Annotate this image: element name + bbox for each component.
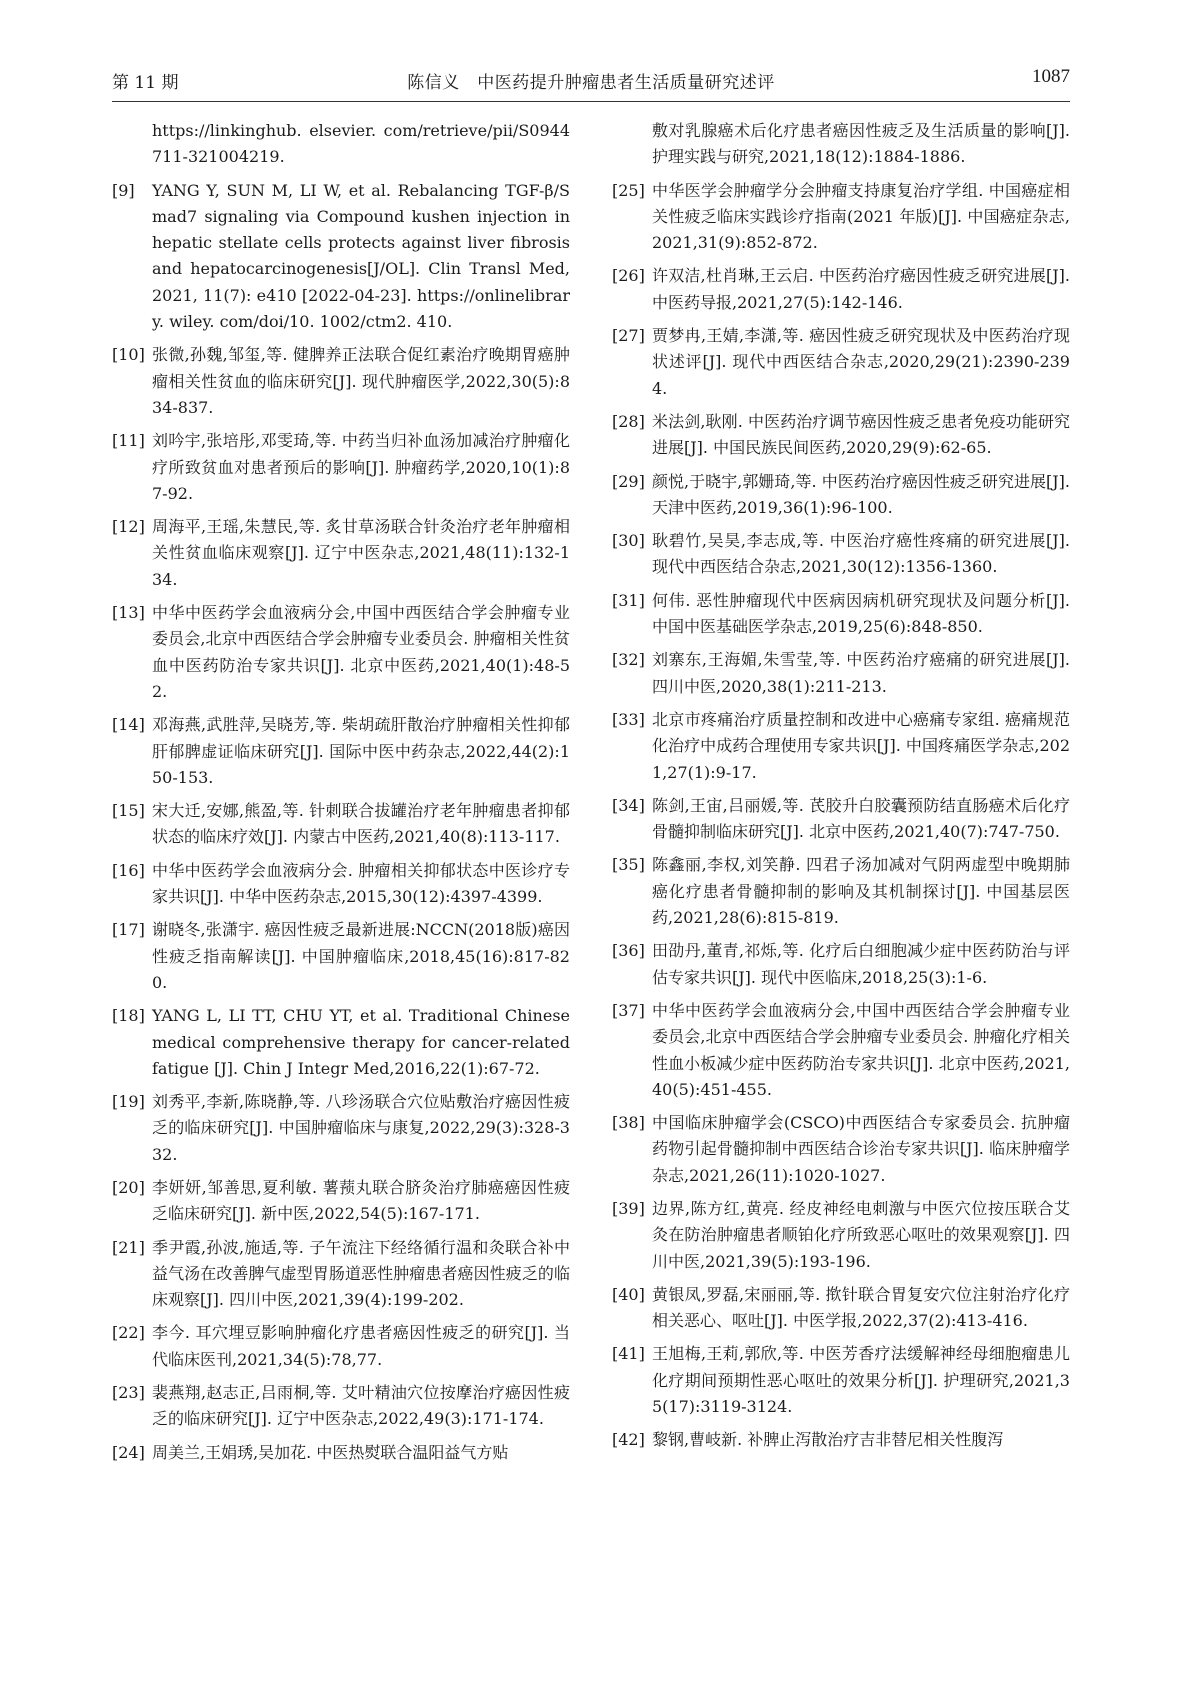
reference-text: 许双洁,杜肖琳,王云启. 中医药治疗癌因性疲乏研究进展[J]. 中医药导报,2021,27(5):142-146. [652,266,1070,312]
reference-number: [10] [112,345,145,365]
reference-text: 颜悦,于晓宇,郭姗琦,等. 中医药治疗癌因性疲乏研究进展[J]. 天津中医药,2019,36(1):96-100. [652,471,1070,517]
reference-text: 敷对乳腺癌术后化疗患者癌因性疲乏及生活质量的影响[J]. 护理实践与研究,2021,18(12):1884-1886. [652,121,1070,167]
reference-number: [27] [612,326,645,346]
reference-number: [35] [612,855,645,875]
reference-text: 耿碧竹,吴昊,李志成,等. 中医治疗癌性疼痛的研究进展[J]. 现代中西医结合杂志,2021,30(12):1356-1360. [652,531,1070,577]
reference-entry [112,1235,570,1314]
reference-text: 刘秀平,李新,陈晓静,等. 八珍汤联合穴位贴敷治疗癌因性疲乏的临床研究[J]. 中国肿瘤临床与康复,2022,29(3):328-332. [152,1092,570,1164]
reference-number: [21] [112,1237,145,1257]
reference-number: [12] [112,517,145,537]
reference-entry [612,263,1070,316]
page-number: 1087 [1032,66,1070,87]
reference-number: [25] [612,180,645,200]
reference-text: 米法剑,耿刚. 中医药治疗调节癌因性疲乏患者免疫功能研究进展[J]. 中国民族民间医药,2020,29(9):62-65. [652,411,1070,458]
reference-entry [612,998,1070,1103]
reference-text: 中华中医药学会血液病分会. 肿瘤相关抑郁状态中医诊疗专家共识[J]. 中华中医药杂志,2015,30(12):4397-4399. [152,860,570,907]
reference-text: 黎钢,曹岐新. 补脾止泻散治疗吉非替尼相关性腹泻 [652,1430,1004,1450]
reference-text: 陈剑,王宙,吕丽媛,等. 芪胶升白胶囊预防结直肠癌术后化疗骨髓抑制临床研究[J]. 北京中医药,2021,40(7):747-750. [652,795,1070,842]
reference-entry [112,917,570,996]
reference-text: YANG L, LI TT, CHU YT, et al. Traditional Chinese medical comprehensive therapy for cancer-related fatigue [J]. Chin J Integr Med,2016,22(1):67-72. [152,1006,570,1078]
reference-entry [612,1196,1070,1275]
reference-text: 贾梦冉,王婧,李潇,等. 癌因性疲乏研究现状及中医药治疗现状述评[J]. 现代中西医结合杂志,2020,29(21):2390-2394. [652,326,1070,398]
reference-column-left [112,118,570,1473]
reference-entry [612,118,1070,171]
reference-number: [11] [112,431,145,451]
reference-text: 邓海燕,武胜萍,吴晓芳,等. 柴胡疏肝散治疗肿瘤相关性抑郁肝郁脾虚证临床研究[J]. 国际中医中药杂志,2022,44(2):150-153. [152,715,570,787]
reference-number: [16] [112,860,145,880]
reference-entry [612,1341,1070,1420]
reference-text: 北京市疼痛治疗质量控制和改进中心癌痛专家组. 癌痛规范化治疗中成药合理使用专家共识[J]. 中国疼痛医学杂志,2021,27(1):9-17. [652,709,1070,782]
reference-number: [41] [612,1344,645,1364]
reference-number: [24] [112,1442,145,1462]
reference-text: 刘寨东,王海媚,朱雪莹,等. 中医药治疗癌痛的研究进展[J]. 四川中医,2020,38(1):211-213. [652,650,1070,696]
reference-entry [612,1282,1070,1335]
reference-entry [112,1380,570,1433]
reference-number: [42] [612,1430,645,1450]
header-rule [112,101,1070,102]
reference-entry [112,1003,570,1082]
reference-text: 边界,陈方红,黄亮. 经皮神经电刺激与中医穴位按压联合艾灸在防治肿瘤患者顺铂化疗所致恶心呕吐的效果观察[J]. 四川中医,2021,39(5):193-196. [652,1198,1070,1271]
reference-entry [612,1110,1070,1189]
reference-text: 李妍妍,邹善思,夏利敏. 薯蓣丸联合脐灸治疗肺癌癌因性疲乏临床研究[J]. 新中医,2022,54(5):167-171. [152,1177,570,1224]
reference-entry [112,1320,570,1373]
reference-entry [612,409,1070,462]
reference-number: [17] [112,920,145,940]
reference-text: 周美兰,王娟琇,吴加花. 中医热熨联合温阳益气方贴 [152,1442,509,1462]
running-header [112,62,1070,102]
reference-text: 何伟. 恶性肿瘤现代中医病因病机研究现状及问题分析[J]. 中国中医基础医学杂志,2019,25(6):848-850. [652,590,1070,637]
reference-entry [612,469,1070,522]
reference-text: 季尹霞,孙波,施适,等. 子午流注下经络循行温和灸联合补中益气汤在改善脾气虚型胃肠道恶性肿瘤患者癌因性疲乏的临床观察[J]. 四川中医,2021,39(4):199-202. [152,1237,570,1310]
reference-number: [36] [612,941,645,961]
reference-number: [32] [612,650,645,670]
reference-number: [34] [612,795,645,815]
reference-entry [112,600,570,705]
reference-number: [20] [112,1177,145,1197]
running-title: 陈信义 中医药提升肿瘤患者生活质量研究述评 [407,73,775,93]
reference-text: https://linkinghub. elsevier. com/retrieve/pii/S0944711-321004219. [152,121,570,167]
reference-number: [22] [112,1323,145,1343]
reference-number: [29] [612,471,645,491]
reference-entry [612,647,1070,700]
reference-text: 周海平,王瑶,朱慧民,等. 炙甘草汤联合针灸治疗老年肿瘤相关性贫血临床观察[J]. 辽宁中医杂志,2021,48(11):132-134. [152,517,570,589]
reference-entry [612,323,1070,402]
reference-entry [112,798,570,851]
reference-number: [14] [112,715,145,735]
reference-number: [15] [112,801,145,821]
reference-entry [612,793,1070,846]
reference-entry [612,938,1070,991]
reference-number: [23] [112,1383,145,1403]
reference-number: [13] [112,603,145,623]
reference-text: 中国临床肿瘤学会(CSCO)中西医结合专家委员会. 抗肿瘤药物引起骨髓抑制中西医结合诊治专家共识[J]. 临床肿瘤学杂志,2021,26(11):1020-1027. [652,1113,1070,1185]
reference-number: [40] [612,1284,645,1304]
reference-number: [28] [612,411,645,431]
issue-label: 第 11 期 [112,73,179,93]
reference-number: [19] [112,1092,145,1112]
reference-entry [612,178,1070,257]
reference-number: [9] [112,180,135,200]
reference-text: 宋大迁,安娜,熊盈,等. 针刺联合拔罐治疗老年肿瘤患者抑郁状态的临床疗效[J]. 内蒙古中医药,2021,40(8):113-117. [152,801,570,847]
reference-number: [26] [612,266,645,286]
reference-entry [112,342,570,421]
reference-number: [37] [612,1000,645,1020]
reference-number: [18] [112,1006,145,1026]
reference-number: [30] [612,531,645,551]
reference-text: 李今. 耳穴埋豆影响肿瘤化疗患者癌因性疲乏的研究[J]. 当代临床医刊,2021,34(5):78,77. [152,1323,570,1369]
reference-entry [112,514,570,593]
reference-number: [33] [612,709,645,729]
reference-number: [31] [612,590,645,610]
reference-text: 裴燕翔,赵志正,吕雨桐,等. 艾叶精油穴位按摩治疗癌因性疲乏的临床研究[J]. 辽宁中医杂志,2022,49(3):171-174. [152,1383,570,1429]
reference-entry [112,1089,570,1168]
reference-text: 王旭梅,王莉,郭欣,等. 中医芳香疗法缓解神经母细胞瘤患儿化疗期间预期性恶心呕吐的效果分析[J]. 护理研究,2021,35(17):3119-3124. [652,1344,1070,1417]
reference-text: 谢晓冬,张潇宇. 癌因性疲乏最新进展:NCCN(2018版)癌因性疲乏指南解读[J]. 中国肿瘤临床,2018,45(16):817-820. [152,920,570,992]
reference-number: [39] [612,1198,645,1218]
reference-entry [612,588,1070,641]
reference-column-right [612,118,1070,1461]
reference-entry [112,178,570,336]
reference-entry [612,528,1070,581]
reference-text: 中华中医药学会血液病分会,中国中西医结合学会肿瘤专业委员会,北京中西医结合学会肿瘤专业委员会. 肿瘤化疗相关性血小板减少症中医药防治专家共识[J]. 北京中医药,2021,40(5):451-455. [652,1000,1070,1099]
reference-entry [612,707,1070,786]
reference-entry [112,858,570,911]
reference-entry [112,428,570,507]
reference-text: 张微,孙魏,邹玺,等. 健脾养正法联合促红素治疗晚期胃癌肿瘤相关性贫血的临床研究[J]. 现代肿瘤医学,2022,30(5):834-837. [152,345,570,417]
reference-number: [38] [612,1113,645,1133]
reference-text: 中华医学会肿瘤学分会肿瘤支持康复治疗学组. 中国癌症相关性疲乏临床实践诊疗指南(2021 年版)[J]. 中国癌症杂志,2021,31(9):852-872. [652,180,1070,253]
reference-entry [612,1427,1070,1453]
reference-entry [112,1440,570,1466]
reference-entry [112,118,570,171]
reference-text: 黄银凤,罗磊,宋丽丽,等. 揿针联合胃复安穴位注射治疗化疗相关恶心、呕吐[J]. 中医学报,2022,37(2):413-416. [652,1284,1070,1331]
reference-text: 田劭丹,董青,祁烁,等. 化疗后白细胞减少症中医药防治与评估专家共识[J]. 现代中医临床,2018,25(3):1-6. [652,941,1070,987]
reference-entry [612,852,1070,931]
reference-entry [112,712,570,791]
reference-text: 陈鑫丽,李权,刘笑静. 四君子汤加减对气阴两虚型中晚期肺癌化疗患者骨髓抑制的影响及其机制探讨[J]. 中国基层医药,2021,28(6):815-819. [652,855,1070,928]
reference-entry [112,1175,570,1228]
reference-text: YANG Y, SUN M, LI W, et al. Rebalancing TGF-β/Smad7 signaling via Compound kushen injection in hepatic stellate cells protects against liver fibrosis and hepatocarcinogenesis[J/OL]. Clin Transl Med, 2021, 11(7): e410 [2022-04-23]. https://onlinelibrary. wiley. com/doi/10. 1002/ctm2. 410. [152,180,570,332]
reference-text: 刘吟宇,张培彤,邓雯琦,等. 中药当归补血汤加减治疗肿瘤化疗所致贫血对患者预后的影响[J]. 肿瘤药学,2020,10(1):87-92. [152,431,570,503]
reference-text: 中华中医药学会血液病分会,中国中西医结合学会肿瘤专业委员会,北京中西医结合学会肿瘤专业委员会. 肿瘤相关性贫血中医药防治专家共识[J]. 北京中医药,2021,40(1):48-52. [152,603,570,701]
